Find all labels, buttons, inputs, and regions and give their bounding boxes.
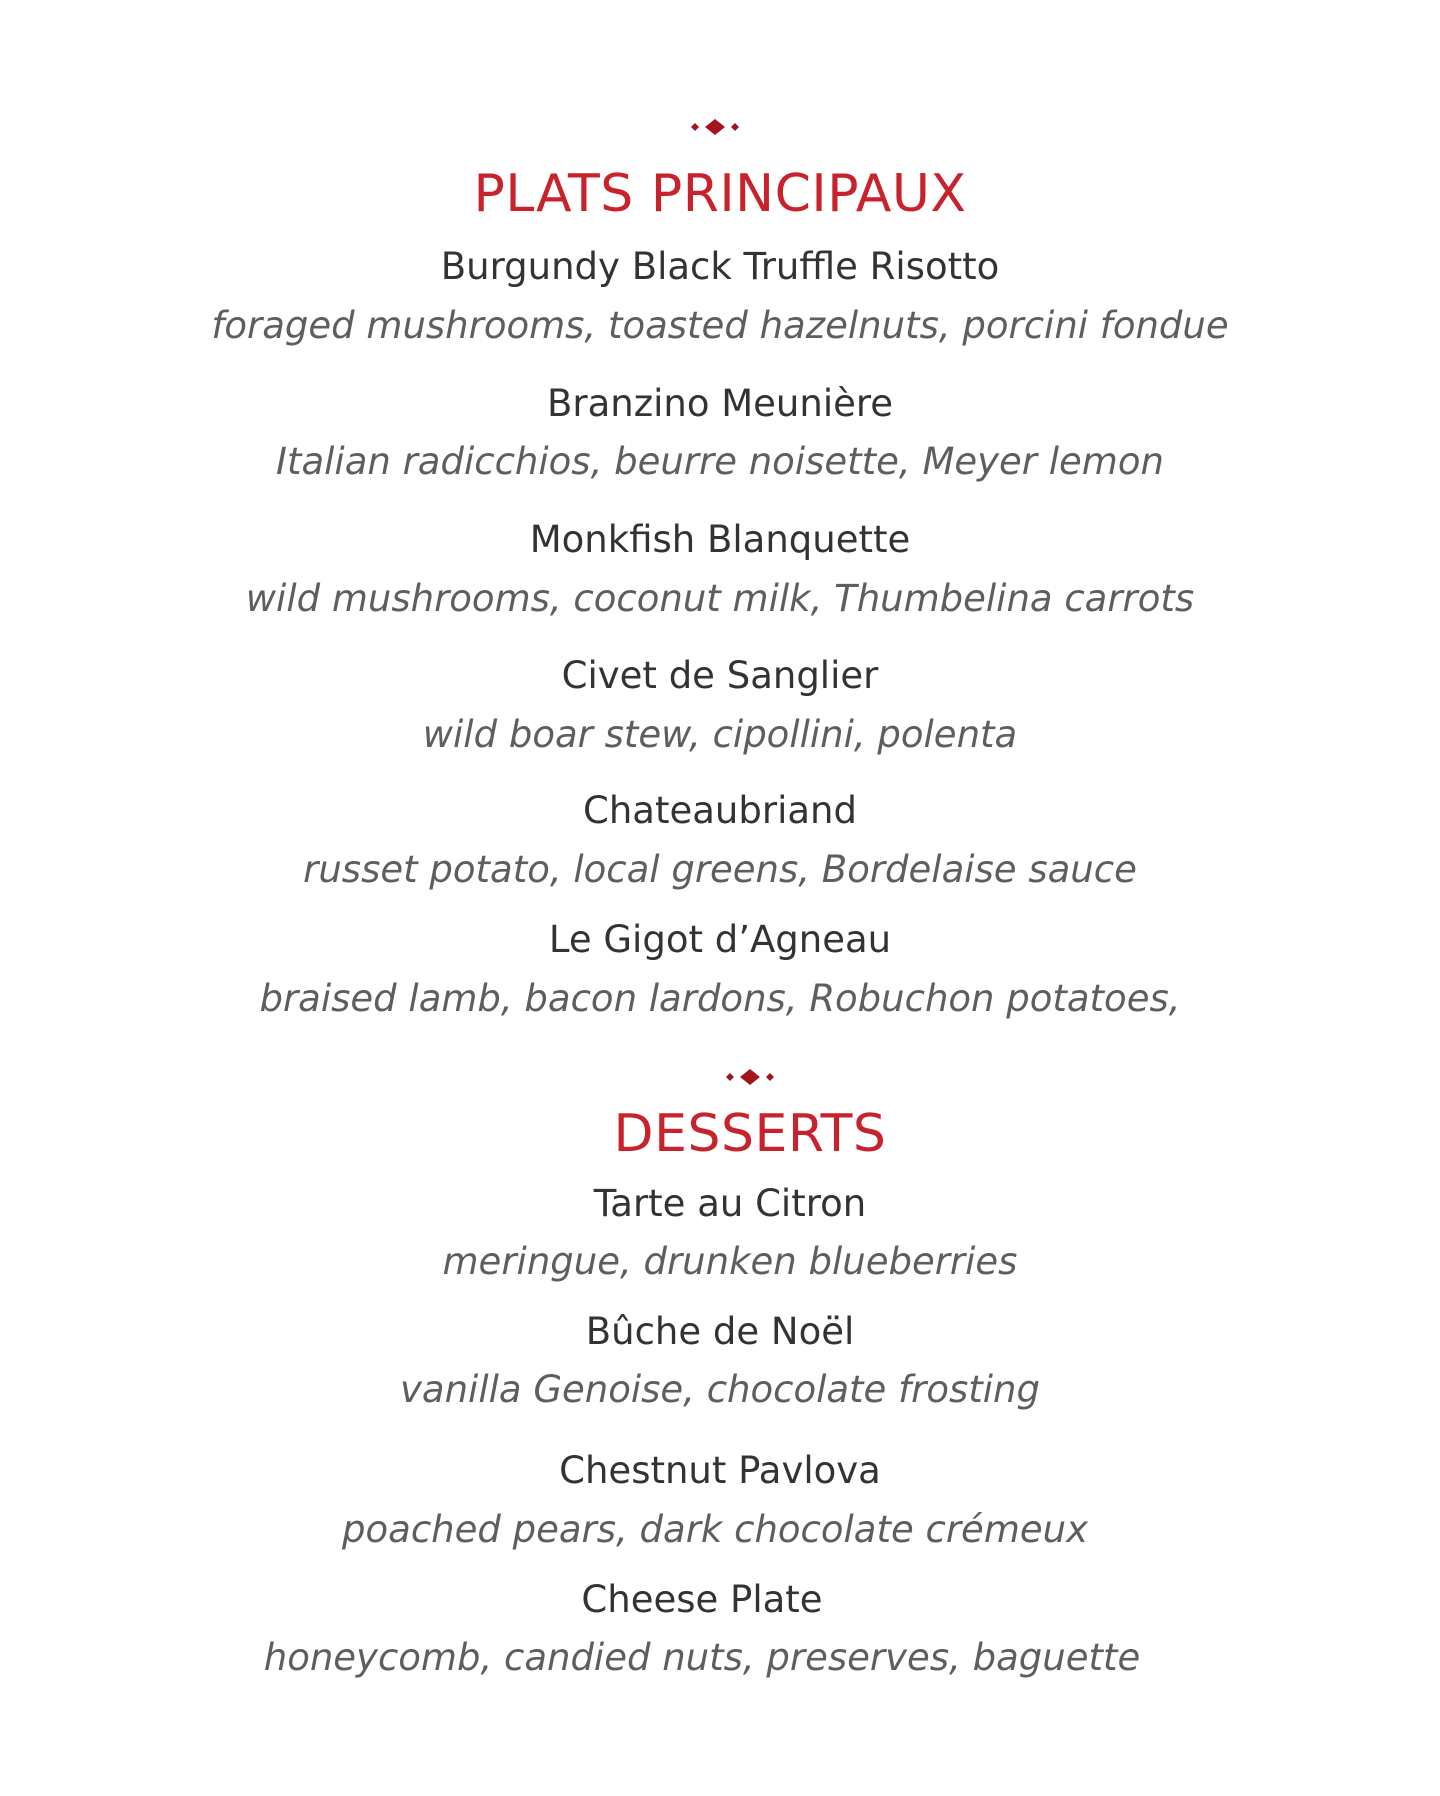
dish-name: Burgundy Black Truffle Risotto (440, 245, 1000, 288)
dish-description: braised lamb, bacon lardons, Robuchon potatoes, (259, 977, 1181, 1020)
dish-description: wild boar stew, cipollini, polenta (422, 713, 1018, 756)
dish-name: Chestnut Pavlova (559, 1449, 881, 1492)
dish-name: Le Gigot d’Agneau (548, 918, 892, 961)
dish-description: Italian radicchios, beurre noisette, Meyer lemon (276, 440, 1164, 483)
diamond-ornament-icon (0, 115, 1435, 139)
dish-name: Monkfish Blanquette (529, 518, 911, 561)
dish-description: honeycomb, candied nuts, preserves, baguette (263, 1636, 1141, 1679)
dish-description: russet potato, local greens, Bordelaise sauce (303, 848, 1137, 891)
dish-description: wild mushrooms, coconut milk, Thumbelina carrots (245, 577, 1195, 620)
dish-description: meringue, drunken blueberries (442, 1240, 1018, 1283)
section-title-desserts: DESSERTS (613, 1104, 887, 1164)
section-title-plats-principaux: PLATS PRINCIPAUX (473, 164, 967, 224)
dish-description: foraged mushrooms, toasted hazelnuts, porcini fondue (211, 304, 1229, 347)
dish-name: Chateaubriand (583, 789, 857, 832)
dish-name: Branzino Meunière (546, 382, 894, 425)
dish-description: poached pears, dark chocolate crémeux (342, 1508, 1088, 1551)
dish-name: Cheese Plate (581, 1578, 823, 1621)
dish-name: Civet de Sanglier (561, 654, 879, 697)
dish-description: vanilla Genoise, chocolate frosting (400, 1368, 1040, 1411)
dish-name: Bûche de Noël (585, 1310, 855, 1353)
dish-name: Tarte au Citron (593, 1182, 867, 1225)
diamond-ornament-icon (30, 1065, 1440, 1089)
